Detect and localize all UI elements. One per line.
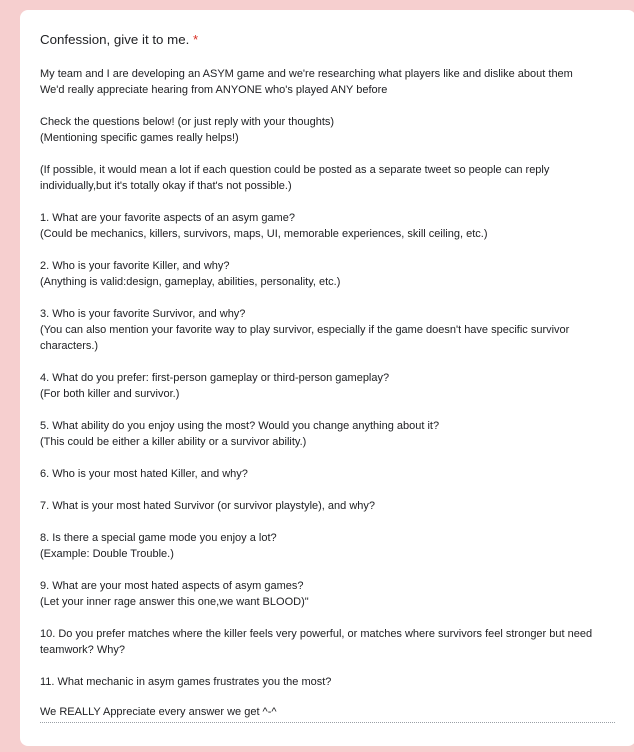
description-paragraph xyxy=(40,530,620,562)
description-line: (If possible, it would mean a lot if each question could be posted as a separate tweet so people can reply individually,but it's totally okay if that's not possible.) xyxy=(40,164,550,192)
description-line: 9. What are your most hated aspects of asym games? xyxy=(40,580,304,592)
question-title-text: Confession, give it to me. xyxy=(40,32,190,47)
description-paragraph xyxy=(40,466,620,482)
required-asterisk: * xyxy=(193,32,199,47)
description-paragraph xyxy=(40,162,620,194)
description-line: 2. Who is your favorite Killer, and why? xyxy=(40,260,230,272)
description-paragraph xyxy=(40,370,620,402)
description-line: 8. Is there a special game mode you enjoy a lot? xyxy=(40,532,277,544)
question-description xyxy=(40,66,620,690)
description-line: 10. Do you prefer matches where the killer feels very powerful, or matches where survivors feel stronger but need teamwork? Why? xyxy=(40,628,593,656)
question-title xyxy=(40,32,616,48)
description-line: (Mentioning specific games really helps!) xyxy=(40,132,239,144)
description-paragraph xyxy=(40,418,620,450)
description-paragraph xyxy=(40,578,620,610)
description-line: (Anything is valid:design, gameplay, abilities, personality, etc.) xyxy=(40,276,341,288)
description-paragraph xyxy=(40,674,620,690)
description-line: Check the questions below! (or just reply with your thoughts) xyxy=(40,116,335,128)
description-line: My team and I are developing an ASYM game and we're researching what players like and dislike about them xyxy=(40,68,573,80)
description-paragraph xyxy=(40,210,620,242)
description-paragraph xyxy=(40,626,620,658)
description-paragraph xyxy=(40,258,620,290)
description-paragraph xyxy=(40,114,620,146)
description-paragraph xyxy=(40,498,620,514)
description-line: 11. What mechanic in asym games frustrates you the most? xyxy=(40,676,332,688)
description-paragraph xyxy=(40,306,620,354)
description-line: (This could be either a killer ability or a survivor ability.) xyxy=(40,436,307,448)
description-line: 6. Who is your most hated Killer, and why? xyxy=(40,468,248,480)
description-line: (For both killer and survivor.) xyxy=(40,388,180,400)
description-line: 1. What are your favorite aspects of an asym game? xyxy=(40,212,295,224)
description-line: (Could be mechanics, killers, survivors, maps, UI, memorable experiences, skill ceiling, etc.) xyxy=(40,228,488,240)
description-paragraph xyxy=(40,66,620,98)
description-line: 3. Who is your favorite Survivor, and why? xyxy=(40,308,246,320)
description-line: 7. What is your most hated Survivor (or survivor playstyle), and why? xyxy=(40,500,376,512)
description-line: 4. What do you prefer: first-person gameplay or third-person gameplay? xyxy=(40,372,390,384)
description-line: (Example: Double Trouble.) xyxy=(40,548,174,560)
description-line: We'd really appreciate hearing from ANYONE who's played ANY before xyxy=(40,84,388,96)
description-line: 5. What ability do you enjoy using the most? Would you change anything about it? xyxy=(40,420,440,432)
description-line: (You can also mention your favorite way to play survivor, especially if the game doesn't have specific survivor characters.) xyxy=(40,324,570,352)
answer-input[interactable]: We REALLY Appreciate every answer we get ^-^ xyxy=(40,704,615,723)
question-card xyxy=(20,10,634,746)
description-line: (Let your inner rage answer this one,we want BLOOD)" xyxy=(40,596,309,608)
